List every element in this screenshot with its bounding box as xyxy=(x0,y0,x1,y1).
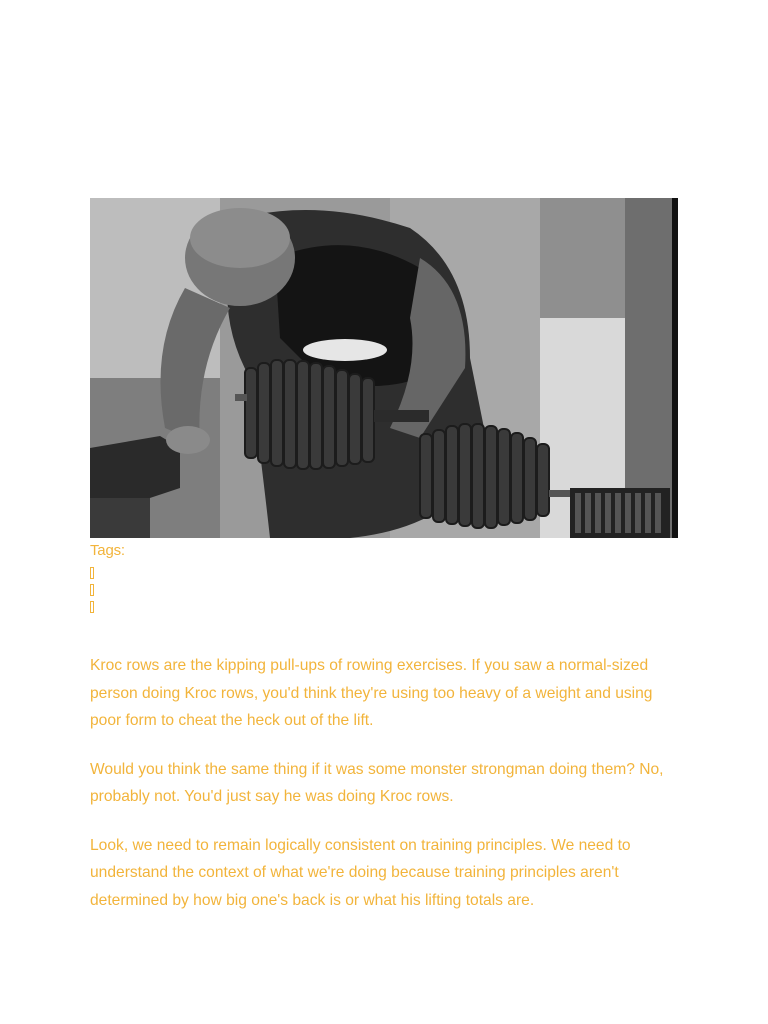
tag-link-2[interactable] xyxy=(90,584,94,596)
article-paragraph-1: Kroc rows are the kipping pull-ups of rowing exercises. If you saw a normal-sized person doing Kroc rows, you'd think they're using too heavy of a weight and using poor form to cheat the heck out of the lift. xyxy=(90,657,653,729)
article-paragraph-3: Look, we need to remain logically consistent on training principles. We need to understand the context of what we're doing because training principles aren't determined by how big one's back is or what his lifting totals are. xyxy=(90,836,631,909)
hero-image xyxy=(90,198,678,538)
article-paragraph-2: Would you think the same thing if it was some monster strongman doing them? No, probably not. You'd just say he was doing Kroc rows. xyxy=(90,760,664,805)
tags-label: Tags: xyxy=(90,542,125,559)
article-body xyxy=(90,652,680,935)
tag-link-3[interactable] xyxy=(90,601,94,613)
tag-link-1[interactable] xyxy=(90,567,94,579)
hero-photo-illustration xyxy=(90,198,678,538)
tags-section xyxy=(90,540,125,618)
